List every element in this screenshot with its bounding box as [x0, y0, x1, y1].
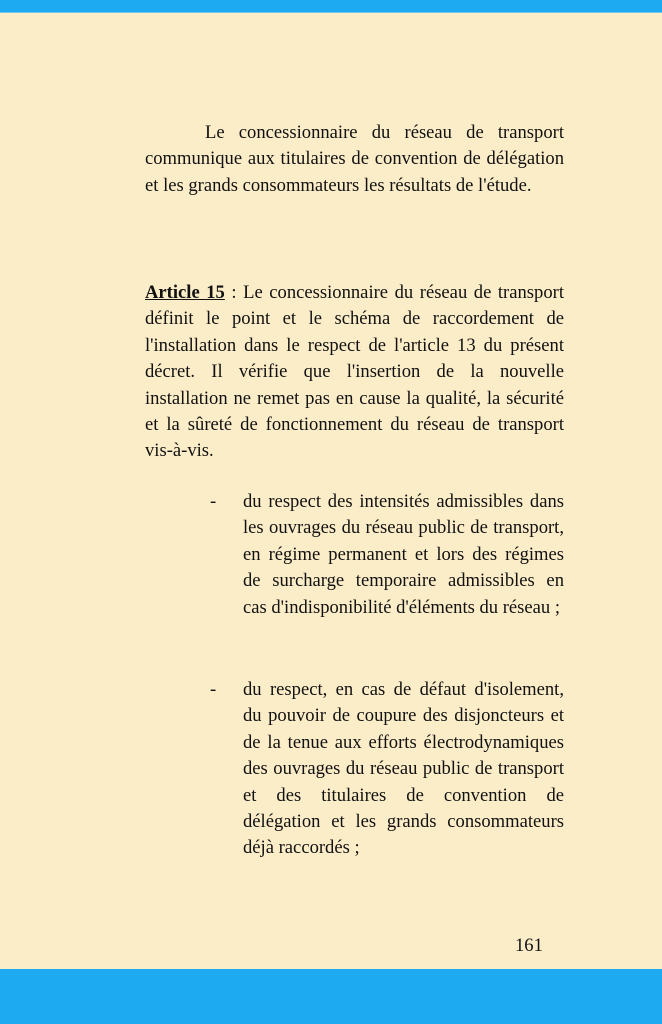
paragraph-text: Le concessionnaire du réseau de transport communique aux titulaires de convention de délégation et les grands consommateurs les résultats de l'étude.: [145, 122, 564, 196]
article-15: [145, 280, 564, 465]
bottom-bar: [0, 969, 662, 1024]
paragraph-results: [145, 120, 564, 199]
bullet-marker: -: [210, 679, 217, 700]
bullet-item: [210, 489, 564, 621]
article-label: Article 15: [145, 282, 225, 303]
page-number: 161: [515, 935, 543, 956]
bullet-text: du respect, en cas de défaut d'isolement, du pouvoir de coupure des disjoncteurs et de la tenue aux efforts électrodynamiques des ouvrages du réseau public de transport et des titulaires de convention de délégation et les grands consommateurs déjà raccordés ;: [243, 679, 564, 859]
article-separator: :: [224, 282, 244, 303]
top-bar: [0, 0, 662, 13]
article-text: Le concessionnaire du réseau de transport définit le point et le schéma de raccordement de l'installation dans le respect de l'article 13 du présent décret. Il vérifie que l'insertion de la nouvelle installation ne remet pas en cause la qualité, la sécurité et la sûreté de fonctionnement du réseau de transport vis-à-vis.: [145, 282, 564, 462]
bullet-text: du respect des intensités admissibles dans les ouvrages du réseau public de transport, en régime permanent et lors des régimes de surcharge temporaire admissibles en cas d'indisponibilité d'éléments du réseau ;: [243, 491, 564, 618]
article-paragraph: [145, 280, 564, 465]
bullet-marker: -: [210, 491, 217, 512]
bullet-item: [210, 677, 564, 862]
